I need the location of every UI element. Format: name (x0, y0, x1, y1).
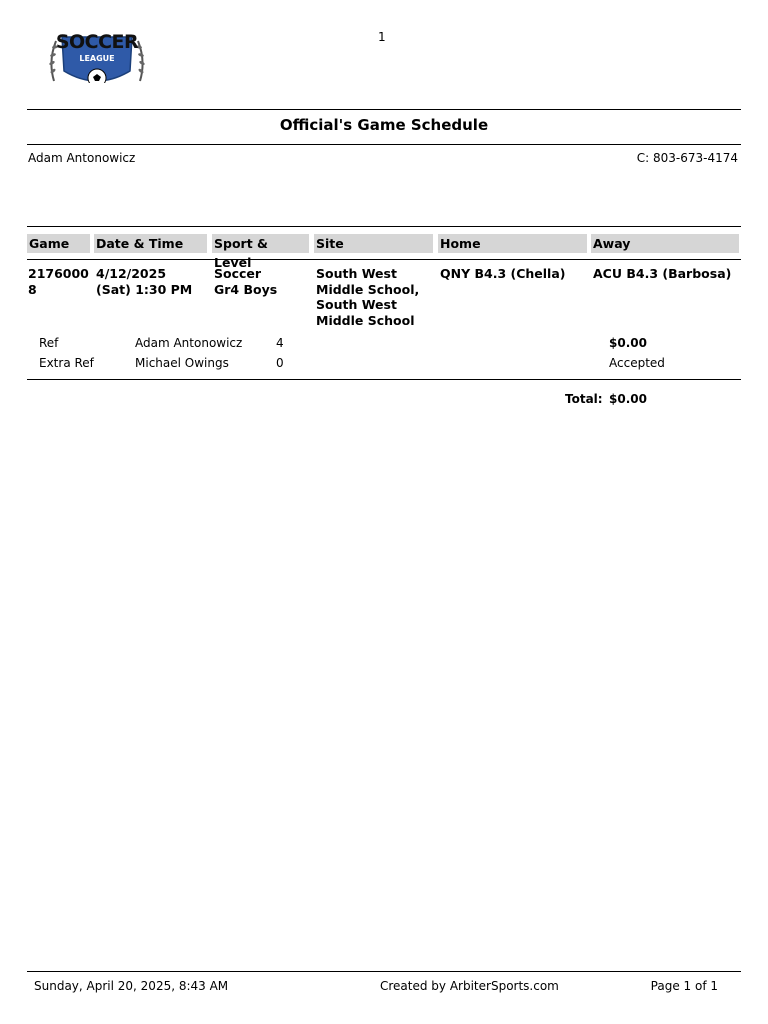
game-time: (Sat) 1:30 PM (96, 281, 193, 297)
table-bottom-rule (27, 379, 741, 380)
footer-page: Page 1 of 1 (650, 979, 718, 993)
official-fee: $0.00 (609, 336, 647, 350)
soccer-league-logo (48, 31, 146, 83)
game-site-line: South West (316, 297, 397, 312)
official-assigned-name: Michael Owings (135, 356, 229, 370)
official-position: Extra Ref (39, 356, 94, 370)
official-count: 0 (276, 356, 284, 370)
column-header-home: Home (438, 234, 587, 253)
total-label: Total: (565, 392, 603, 406)
official-status: Accepted (609, 356, 665, 370)
table-top-rule (27, 226, 741, 227)
official-phone: C: 803-673-4174 (636, 151, 738, 165)
game-sport: Soccer (214, 266, 262, 281)
game-away-team: ACU B4.3 (Barbosa) (593, 266, 732, 281)
game-site (316, 266, 419, 328)
logo-subtitle-text: LEAGUE (79, 54, 115, 63)
logo-title-text: SOCCER (55, 31, 139, 53)
column-header-sport-level: Sport & Level (212, 234, 309, 253)
game-date-time (96, 266, 192, 297)
game-site-line: Middle School (316, 312, 415, 328)
column-header-site: Site (314, 234, 433, 253)
total-value: $0.00 (609, 392, 647, 406)
header-top-rule (27, 109, 741, 110)
page-title: Official's Game Schedule (279, 116, 489, 134)
footer-rule (27, 971, 741, 972)
header-row-rule (27, 259, 741, 260)
game-level: Gr4 Boys (214, 281, 278, 297)
game-site-line: South West (316, 266, 397, 281)
game-home-team: QNY B4.3 (Chella) (440, 266, 566, 281)
game-number-line2: 8 (28, 281, 37, 297)
game-number-line1: 2176000 (28, 266, 89, 281)
column-header-date-time: Date & Time (94, 234, 207, 253)
footer-created-by: Created by ArbiterSports.com (380, 979, 559, 993)
column-header-away: Away (591, 234, 739, 253)
header-bottom-rule (27, 144, 741, 145)
column-header-game: Game (27, 234, 90, 253)
official-name: Adam Antonowicz (28, 151, 136, 165)
official-assigned-name: Adam Antonowicz (135, 336, 243, 350)
page-number: 1 (378, 30, 386, 44)
official-count: 4 (276, 336, 284, 350)
game-date: 4/12/2025 (96, 266, 167, 281)
game-number (28, 266, 89, 297)
official-position: Ref (39, 336, 59, 350)
footer-date: Sunday, April 20, 2025, 8:43 AM (34, 979, 229, 993)
game-sport-level (214, 266, 277, 297)
game-site-line: Middle School, (316, 281, 420, 297)
